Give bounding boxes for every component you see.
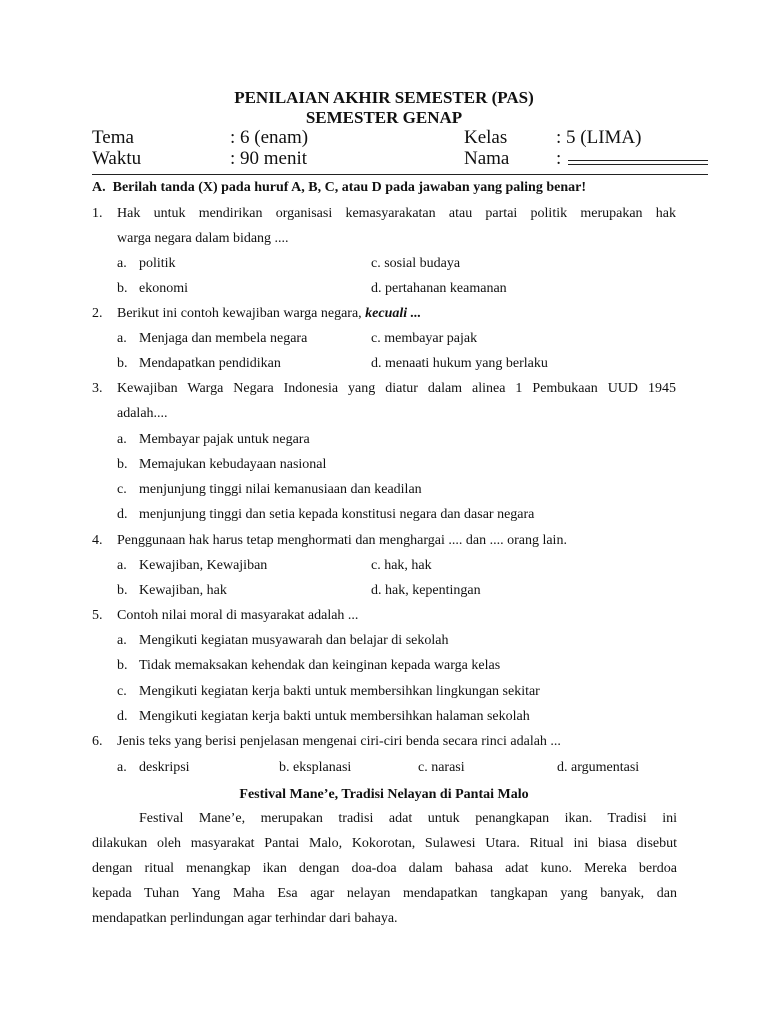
passage-line: kepada Tuhan Yang Maha Esa agar nelayan mendapatkan tangkapan yang banyak, dan [92, 886, 677, 901]
option-b[interactable]: Memajukan kebudayaan nasional [139, 457, 327, 472]
option-d[interactable]: d. pertahanan keamanan [371, 281, 507, 296]
option-label: b. [117, 457, 128, 472]
passage-line: dengan ritual menangkap ikan dengan doa-doa dalam bahasa adat kuno. Mereka berdoa [92, 861, 677, 876]
option-label: c. [117, 684, 127, 699]
option-label: a. [117, 760, 127, 775]
section-instruction-text: Berilah tanda (X) pada huruf A, B, C, atau D pada jawaban yang paling benar! [112, 180, 586, 195]
question-text-main: Berikut ini contoh kewajiban warga negara, [117, 306, 362, 321]
section-letter: A. [92, 180, 106, 195]
option-a[interactable]: Membayar pajak untuk negara [139, 432, 310, 447]
option-label: a. [117, 432, 127, 447]
option-a[interactable]: deskripsi [139, 760, 190, 775]
option-c[interactable]: menjunjung tinggi nilai kemanusiaan dan keadilan [139, 482, 422, 497]
passage-title: Festival Mane’e, Tradisi Nelayan di Pantai Malo [239, 787, 529, 802]
question-number: 1. [92, 206, 103, 221]
question-number: 2. [92, 306, 103, 321]
option-a[interactable]: Mengikuti kegiatan musyawarah dan belajar di sekolah [139, 633, 449, 648]
kelas-label: Kelas [464, 127, 508, 148]
option-a[interactable]: politik [139, 256, 176, 271]
section-instruction [92, 180, 586, 196]
name-blank-line[interactable] [568, 160, 708, 165]
question-text: adalah.... [117, 406, 168, 421]
option-b[interactable]: b. eksplanasi [279, 760, 352, 775]
nama-label: Nama [464, 148, 510, 169]
option-d[interactable]: menjunjung tinggi dan setia kepada konstitusi negara dan dasar negara [139, 507, 535, 522]
question-text [117, 306, 421, 322]
question-number: 3. [92, 381, 103, 396]
option-c[interactable]: Mengikuti kegiatan kerja bakti untuk membersihkan lingkungan sekitar [139, 684, 540, 699]
option-d[interactable]: Mengikuti kegiatan kerja bakti untuk membersihkan halaman sekolah [139, 709, 530, 724]
passage-line: mendapatkan perlindungan agar terhindar dari bahaya. [92, 911, 398, 926]
option-d[interactable]: d. menaati hukum yang berlaku [371, 356, 548, 371]
option-a[interactable]: Kewajiban, Kewajiban [139, 558, 268, 573]
option-label: a. [117, 256, 127, 271]
waktu-label: Waktu [92, 148, 142, 169]
option-c[interactable]: c. sosial budaya [371, 256, 461, 271]
exam-title: PENILAIAN AKHIR SEMESTER (PAS) [234, 88, 534, 107]
option-label: c. [117, 482, 127, 497]
question-text: Penggunaan hak harus tetap menghormati dan menghargai .... dan .... orang lain. [117, 533, 567, 548]
option-label: b. [117, 356, 128, 371]
option-label: d. [117, 709, 128, 724]
question-text: Kewajiban Warga Negara Indonesia yang diatur dalam alinea 1 Pembukaan UUD 1945 [117, 381, 676, 396]
header-divider [92, 174, 708, 175]
option-b[interactable]: ekonomi [139, 281, 188, 296]
question-text: Contoh nilai moral di masyarakat adalah ... [117, 608, 359, 623]
question-emphasis: kecuali ... [365, 306, 422, 321]
option-d[interactable]: d. hak, kepentingan [371, 583, 481, 598]
option-label: a. [117, 558, 127, 573]
option-c[interactable]: c. narasi [418, 760, 465, 775]
question-text: Jenis teks yang berisi penjelasan mengenai ciri-ciri benda secara rinci adalah ... [117, 734, 561, 749]
tema-value: : 6 (enam) [230, 127, 309, 148]
tema-label: Tema [92, 127, 134, 148]
passage-line: Festival Mane’e, merupakan tradisi adat untuk penangkapan ikan. Tradisi ini [139, 811, 677, 826]
waktu-value: : 90 menit [230, 148, 308, 169]
option-c[interactable]: c. membayar pajak [371, 331, 478, 346]
option-b[interactable]: Mendapatkan pendidikan [139, 356, 281, 371]
question-text: warga negara dalam bidang .... [117, 231, 289, 246]
option-c[interactable]: c. hak, hak [371, 558, 432, 573]
option-b[interactable]: Tidak memaksakan kehendak dan keinginan kepada warga kelas [139, 658, 501, 673]
question-number: 4. [92, 533, 103, 548]
question-text: Hak untuk mendirikan organisasi kemasyarakatan atau partai politik merupakan hak [117, 206, 676, 221]
kelas-value: : 5 (LIMA) [556, 127, 642, 148]
option-label: a. [117, 331, 127, 346]
option-label: b. [117, 281, 128, 296]
option-a[interactable]: Menjaga dan membela negara [139, 331, 308, 346]
option-b[interactable]: Kewajiban, hak [139, 583, 227, 598]
option-label: d. [117, 507, 128, 522]
option-d[interactable]: d. argumentasi [557, 760, 640, 775]
option-label: b. [117, 583, 128, 598]
nama-value: : [556, 148, 562, 169]
exam-subtitle: SEMESTER GENAP [305, 108, 463, 127]
question-number: 6. [92, 734, 103, 749]
option-label: b. [117, 658, 128, 673]
question-number: 5. [92, 608, 103, 623]
option-label: a. [117, 633, 127, 648]
passage-line: dilakukan oleh masyarakat Pantai Malo, Kokorotan, Sulawesi Utara. Ritual ini biasa disebut [92, 836, 677, 851]
